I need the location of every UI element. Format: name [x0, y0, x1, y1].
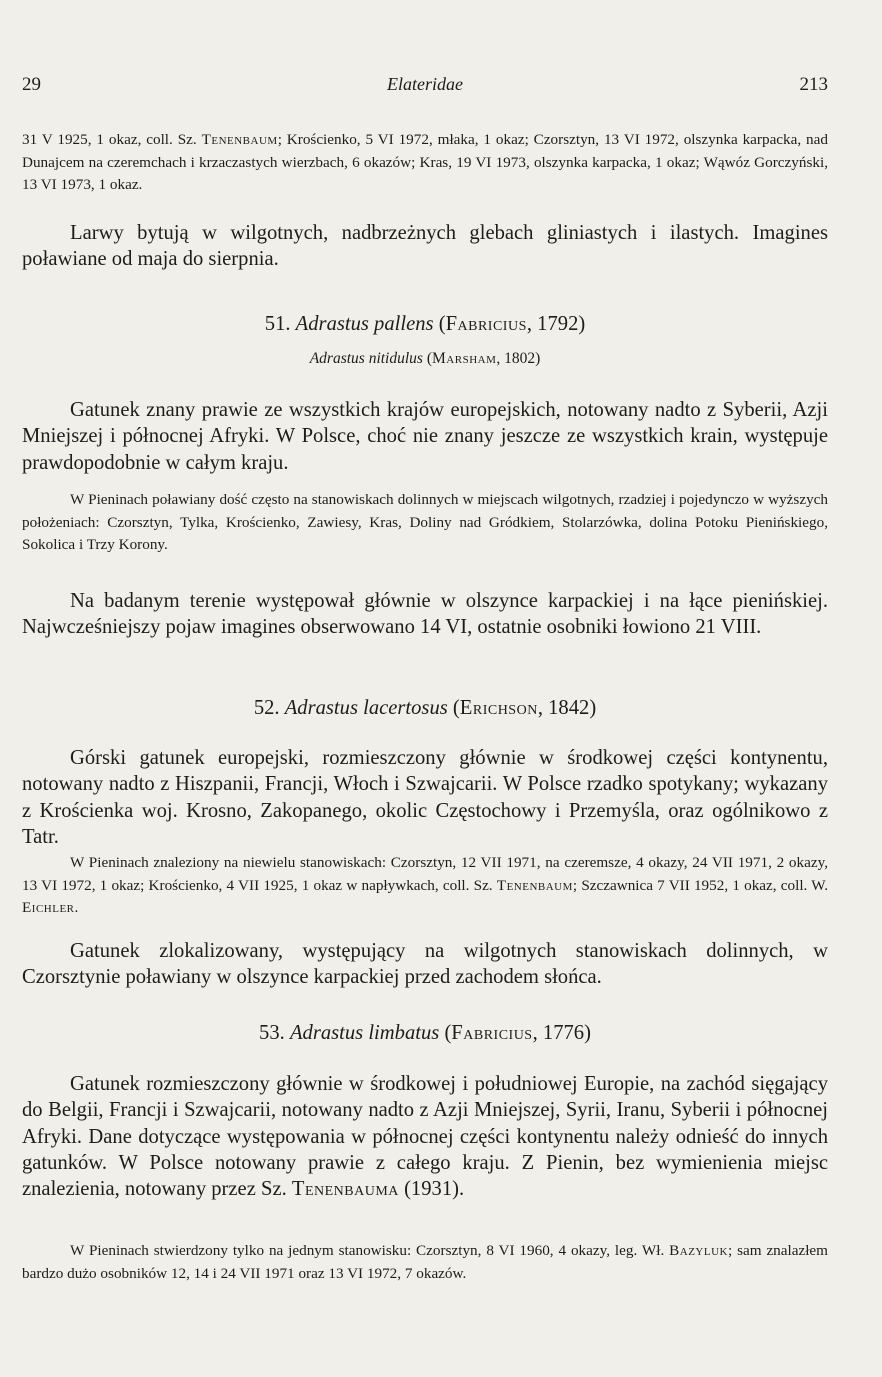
habitat-paragraph-51: Na badanym terenie występował głównie w olszynce karpackiej i na łące pienińskiej. Najwcześniejszy pojaw imagines obserwowano 14 VI, ostatnie osobniki łowiono 21 VIII.: [22, 590, 828, 639]
distribution-paragraph-51: Gatunek znany prawie ze wszystkich krajów europejskich, notowany nadto z Syberii, Azji Mniejszej i północnej Afryki. W Polsce, choć nie znany jeszcze ze wszystkich krain, występuje prawdopodobnie w całym kraju.: [22, 399, 828, 474]
habitat-paragraph-52: Gatunek zlokalizowany, występujący na wilgotnych stanowiskach dolinnych, w Czorsztynie poławiany w olszynce karpackiej przed zachodem słońca.: [22, 940, 828, 989]
pieniny-records-53: W Pieninach stwierdzony tylko na jednym stanowisku: Czorsztyn, 8 VI 1960, 4 okazy, leg. Wł. Bazyluk; sam znalazłem bardzo dużo osobników 12, 14 i 24 VII 1971 oraz 13 VI 1972, 7 okazów.: [22, 1242, 828, 1282]
species-heading-53: 53. Adrastus limbatus (Fabricius, 1776): [259, 1022, 591, 1044]
species-heading-52: 52. Adrastus lacertosus (Erichson, 1842): [253, 697, 597, 719]
pieniny-records-51: W Pieninach poławiany dość często na stanowiskach dolinnych w miejscach wilgotnych, rzadziej i pojedynczo w wyższych położeniach: Czorsztyn, Tylka, Krościenko, Zawiesy, Kras, Doliny nad Gródkiem, Stolarzówka, dolina Potoku Pienińskiego, Sokolica i Trzy Korony.: [22, 491, 828, 554]
page-number: 213: [799, 74, 828, 95]
distribution-paragraph-53: Gatunek rozmieszczony głównie w środkowej i południowej Europie, na zachód sięgający do Belgii, Francji i Szwajcarii, notowany nadto z Azji Mniejszej, Syrii, Iranu, Syberii i północnej Afryki. Dane dotyczące występowania w północnej części kontynentu należy odnieść do innych gatunków. W Polsce notowany prawie z całego kraju. Z Pienin, bez wymienienia miejsc znalezienia, notowany przez Sz. Tenenbauma (1931).: [22, 1073, 828, 1201]
section-number: 29: [22, 74, 41, 95]
larvae-paragraph: Larwy bytują w wilgotnych, nadbrzeżnych glebach gliniastych i ilastych. Imagines poławiane od maja do sierpnia.: [22, 222, 828, 271]
synonym-51: Adrastus nitidulus (Marsham, 1802): [309, 350, 541, 367]
running-header: [22, 74, 828, 102]
species-heading-51: 51. Adrastus pallens (Fabricius, 1792): [264, 313, 586, 335]
distribution-paragraph-52: Górski gatunek europejski, rozmieszczony głównie w środkowej części kontynentu, notowany nadto z Hiszpanii, Francji, Włoch i Szwajcarii. W Polsce rzadko spotykany; wykazany z Krościenka woj. Krosno, Zakopanego, okolic Częstochowy i Przemyśla, oraz ogólnikowo z Tatr.: [22, 747, 828, 848]
family-title: Elateridae: [387, 74, 463, 94]
locality-records-50: 31 V 1925, 1 okaz, coll. Sz. Tenenbaum; Krościenko, 5 VI 1972, młaka, 1 okaz; Czorsztyn, 13 VI 1972, olszynka karpacka, nad Dunajcem na czeremchach i krzaczastych wierzbach, 6 okazów; Kras, 19 VI 1973, olszynka karpacka, 1 okaz; Wąwóz Gorczyński, 13 VI 1973, 1 okaz.: [22, 131, 828, 194]
pieniny-records-52: W Pieninach znaleziony na niewielu stanowiskach: Czorsztyn, 12 VII 1971, na czeremsze, 4 okazy, 24 VII 1971, 2 okazy, 13 VI 1972, 1 okaz; Krościenko, 4 VII 1925, 1 okaz w napływkach, coll. Sz. Tenenbaum; Szczawnica 7 VII 1952, 1 okaz, coll. W. Eichler.: [22, 854, 828, 917]
